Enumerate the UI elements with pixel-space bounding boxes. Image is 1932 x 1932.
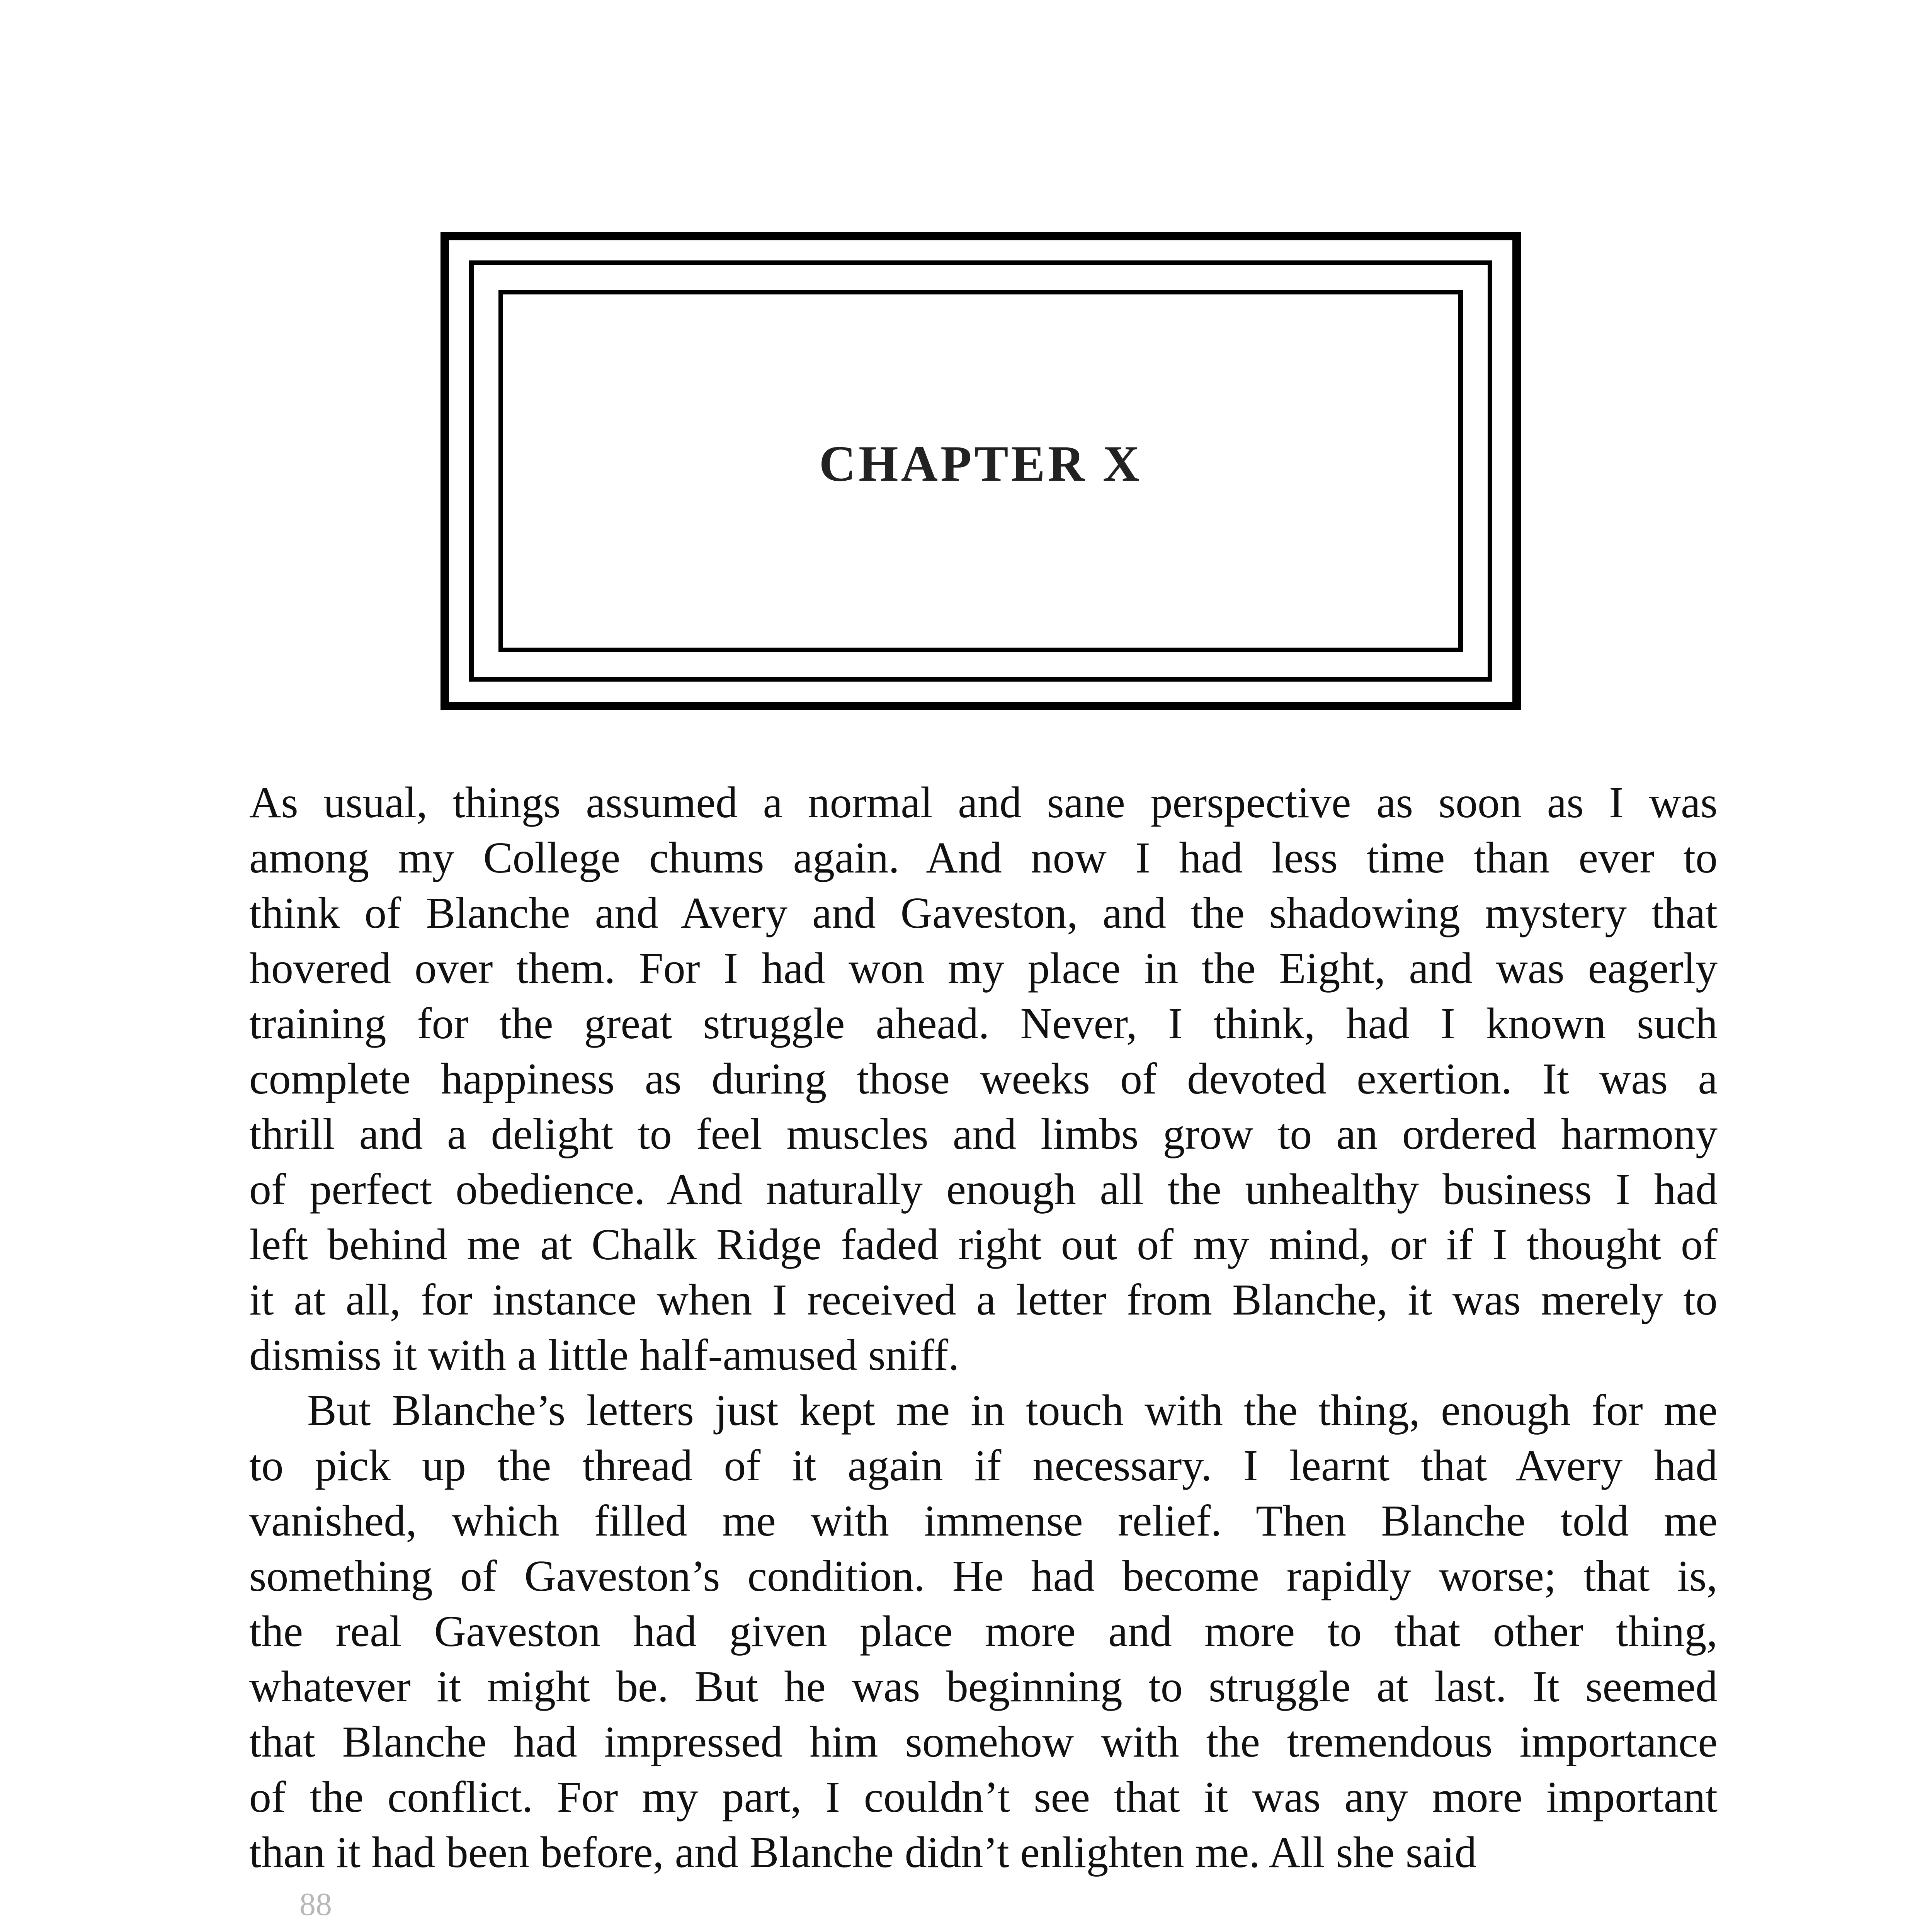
text-line: As usual, things assumed a normal and sane perspective as soon as I was (249, 778, 1718, 827)
text-line: dismiss it with a little half-amused sniff. (249, 1330, 959, 1379)
text-line: that Blanche had impressed him somehow with the tremendous importance (249, 1717, 1718, 1766)
text-line: it at all, for instance when I received a letter from Blanche, it was merely to (249, 1275, 1718, 1324)
text-line: vanished, which filled me with immense relief. Then Blanche told me (249, 1496, 1718, 1545)
text-line: than it had been before, and Blanche didn’t enlighten me. All she said (249, 1828, 1477, 1877)
text-line: of the conflict. For my part, I couldn’t see that it was any more important (249, 1772, 1718, 1821)
text-line: think of Blanche and Avery and Gaveston, and the shadowing mystery that (249, 888, 1718, 937)
text-line: training for the great struggle ahead. Never, I think, had I known such (249, 999, 1718, 1048)
text-line: among my College chums again. And now I had less time than ever to (249, 833, 1718, 882)
chapter-title: CHAPTER X (819, 435, 1143, 492)
text-line: whatever it might be. But he was beginning to struggle at last. It seemed (249, 1662, 1718, 1711)
chapter-frame-inner-border (498, 290, 1463, 652)
text-line: thrill and a delight to feel muscles and limbs grow to an ordered harmony (249, 1109, 1718, 1158)
text-line: But Blanche’s letters just kept me in touch with the thing, enough for me (307, 1386, 1718, 1435)
text-line: something of Gaveston’s condition. He had become rapidly worse; that is, (249, 1551, 1718, 1600)
text-line: complete happiness as during those weeks of devoted exertion. It was a (249, 1054, 1718, 1103)
text-line: the real Gaveston had given place more and more to that other thing, (249, 1607, 1718, 1656)
chapter-frame (440, 232, 1521, 710)
text-line: left behind me at Chalk Ridge faded right out of my mind, or if I thought of (249, 1220, 1718, 1269)
text-line: to pick up the thread of it again if necessary. I learnt that Avery had (249, 1441, 1718, 1490)
page-number: 88 (299, 1886, 332, 1922)
chapter-frame-middle-border (469, 260, 1492, 682)
text-line: of perfect obedience. And naturally enough all the unhealthy business I had (249, 1165, 1718, 1214)
text-line: hovered over them. For I had won my place in the Eight, and was eagerly (249, 944, 1718, 993)
